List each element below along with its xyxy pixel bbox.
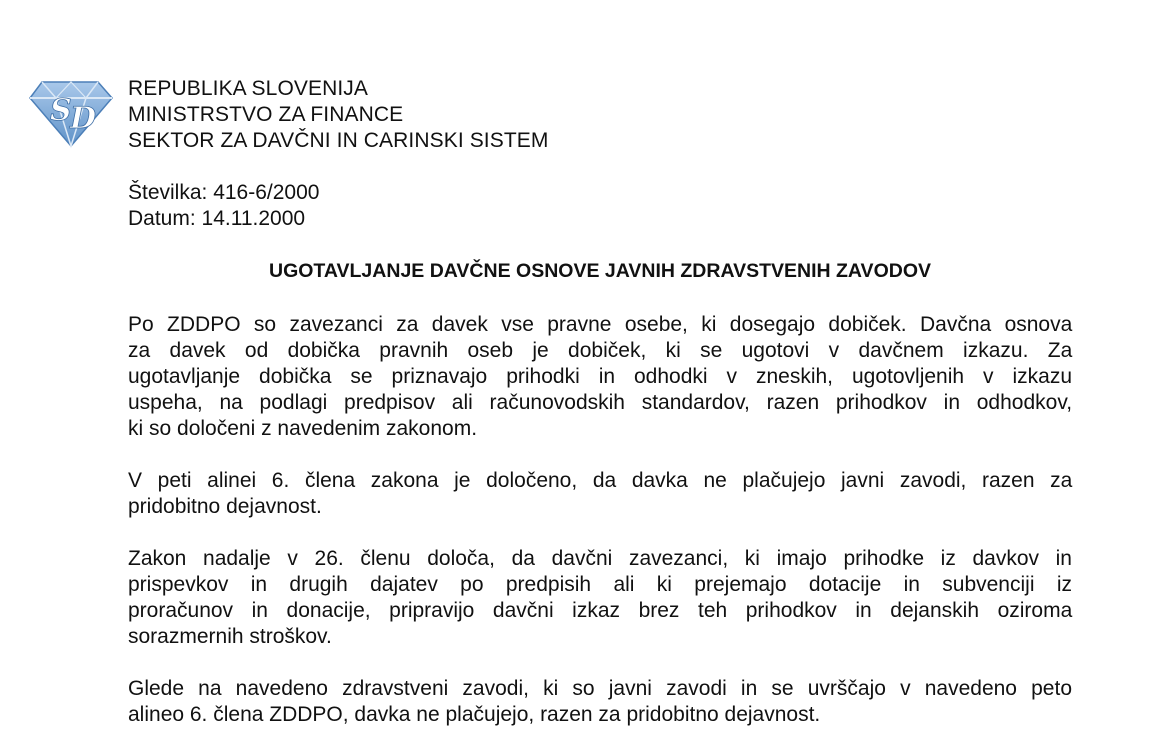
paragraph-line: ki so določeni z navedenim zakonom. <box>128 417 478 440</box>
paragraph-line: uspeha, na podlagi predpisov ali računovodskih standardov, razen prihodkov in odhodkov, <box>128 391 1073 414</box>
paragraph-line: ugotavljanje dobička se priznavajo prihodki in odhodki v zneskih, ugotovljenih v izkazu <box>128 365 1072 388</box>
sd-emblem-icon <box>28 76 114 150</box>
document-title: UGOTAVLJANJE DAVČNE OSNOVE JAVNIH ZDRAVSTVENIH ZAVODOV <box>269 260 931 282</box>
paragraph-line: Glede na navedeno zdravstveni zavodi, ki so javni zavodi in se uvrščajo v navedeno peto <box>128 677 1072 700</box>
ministry-logo-icon <box>28 76 114 150</box>
paragraph-line: Po ZDDPO so zavezanci za davek vse pravne osebe, ki dosegajo dobiček. Davčna osnova <box>128 313 1073 336</box>
paragraph-3 <box>128 546 1072 650</box>
paragraph-line: prispevkov in drugih dajatev po predpisih ali ki prejemajo dotacije in subvenciji iz <box>128 573 1072 596</box>
letterhead-sector: SEKTOR ZA DAVČNI IN CARINSKI SISTEM <box>128 129 549 152</box>
letterhead <box>128 76 548 154</box>
paragraph-2 <box>128 468 1072 520</box>
paragraph-line: sorazmernih stroškov. <box>128 625 332 648</box>
document-references <box>128 180 319 232</box>
paragraph-line: Zakon nadalje v 26. členu določa, da davčni zavezanci, ki imajo prihodke iz davkov in <box>128 547 1072 570</box>
paragraph-line: V peti alinei 6. člena zakona je določeno, da davka ne plačujejo javni zavodi, razen za <box>128 469 1073 492</box>
document-date: Datum: 14.11.2000 <box>128 207 306 230</box>
letterhead-ministry: MINISTRSTVO ZA FINANCE <box>128 103 404 126</box>
letterhead-country: REPUBLIKA SLOVENIJA <box>128 77 368 100</box>
paragraph-line: za davek od dobička pravnih oseb je dobiček, ki se ugotovi v davčnem izkazu. Za <box>128 339 1073 362</box>
paragraph-line: pridobitno dejavnost. <box>128 495 322 518</box>
paragraph-line: alineo 6. člena ZDDPO, davka ne plačujejo, razen za pridobitno dejavnost. <box>128 703 821 726</box>
document-number: Številka: 416-6/2000 <box>128 181 320 204</box>
svg-text:S: S <box>50 93 72 128</box>
paragraph-4 <box>128 676 1072 728</box>
paragraph-line: proračunov in donacije, pripravijo davčni izkaz brez teh prihodkov in dejanskih oziroma <box>128 599 1073 622</box>
svg-text:D: D <box>70 101 97 136</box>
paragraph-1 <box>128 312 1072 442</box>
